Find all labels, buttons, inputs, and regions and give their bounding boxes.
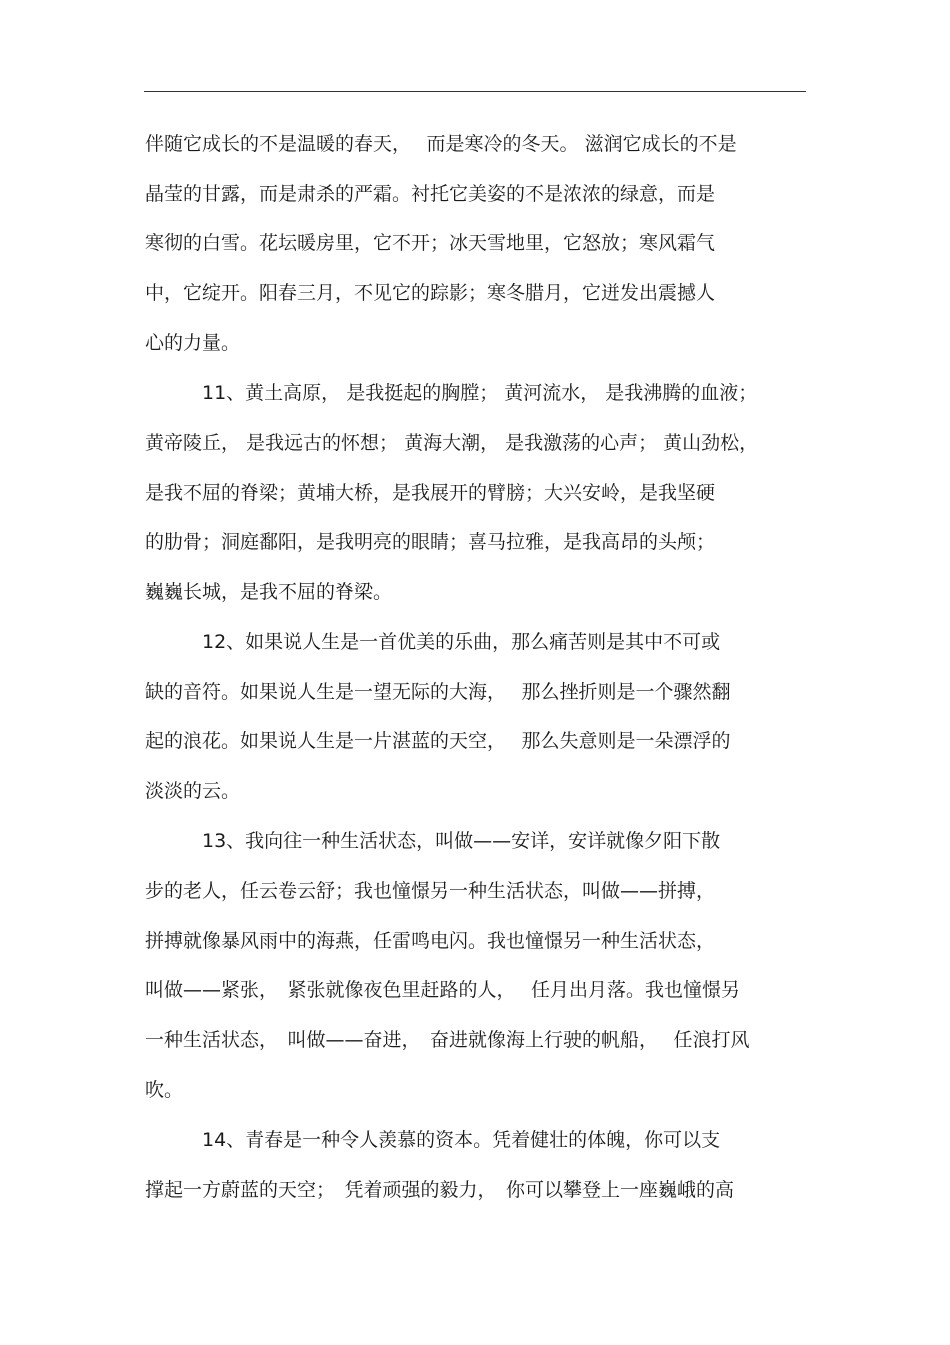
header-rule — [144, 91, 806, 92]
text-line: 步的老人，任云卷云舒；我也憧憬另一种生活状态，叫做——拼搏， — [145, 880, 716, 902]
paragraph-14-start: 14、青春是一种令人羡慕的资本。凭着健壮的体魄，你可以支 — [202, 1129, 721, 1151]
text-line: 叫做——紧张， 紧张就像夜色里赶路的人， 任月出月落。我也憧憬另 — [145, 979, 741, 1001]
text-line: 心的力量。 — [145, 332, 241, 354]
paragraph-11-start: 11、黄土高原， 是我挺起的胸膛； 黄河流水， 是我沸腾的血液； — [202, 382, 758, 404]
text-line: 寒彻的白雪。花坛暖房里，它不开；冰天雪地里，它怒放；寒风霜气 — [145, 232, 716, 254]
text-line: 淡淡的云。 — [145, 780, 241, 802]
text-line: 一种生活状态， 叫做——奋进， 奋进就像海上行驶的帆船， 任浪打风 — [145, 1029, 750, 1051]
text-line: 黄帝陵丘， 是我远古的怀想； 黄海大潮， 是我激荡的心声； 黄山劲松， — [145, 432, 759, 454]
text-line: 巍巍长城，是我不屈的脊梁。 — [145, 581, 393, 603]
paragraph-13-start: 13、我向往一种生活状态，叫做——安详，安详就像夕阳下散 — [202, 830, 721, 852]
text-line: 起的浪花。如果说人生是一片湛蓝的天空， 那么失意则是一朵漂浮的 — [145, 730, 731, 752]
text-line: 拼搏就像暴风雨中的海燕，任雷鸣电闪。我也憧憬另一种生活状态， — [145, 930, 716, 952]
text-line: 晶莹的甘露，而是肃杀的严霜。衬托它美姿的不是浓浓的绿意，而是 — [145, 183, 716, 205]
text-line: 撑起一方蔚蓝的天空； 凭着顽强的毅力， 你可以攀登上一座巍峨的高 — [145, 1179, 735, 1201]
paragraph-12-start: 12、如果说人生是一首优美的乐曲，那么痛苦则是其中不可或 — [202, 631, 721, 653]
text-line: 缺的音符。如果说人生是一望无际的大海， 那么挫折则是一个骤然翻 — [145, 681, 731, 703]
text-line: 中，它绽开。阳春三月，不见它的踪影；寒冬腊月，它迸发出震撼人 — [145, 282, 716, 304]
text-line: 是我不屈的脊梁；黄埔大桥，是我展开的臂膀；大兴安岭，是我坚硬 — [145, 482, 716, 504]
text-line: 吹。 — [145, 1079, 184, 1101]
text-line: 的肋骨；洞庭鄱阳，是我明亮的眼睛；喜马拉雅，是我高昂的头颅； — [145, 531, 716, 553]
text-line: 伴随它成长的不是温暖的春天， 而是寒冷的冬天。 滋润它成长的不是 — [145, 133, 737, 155]
